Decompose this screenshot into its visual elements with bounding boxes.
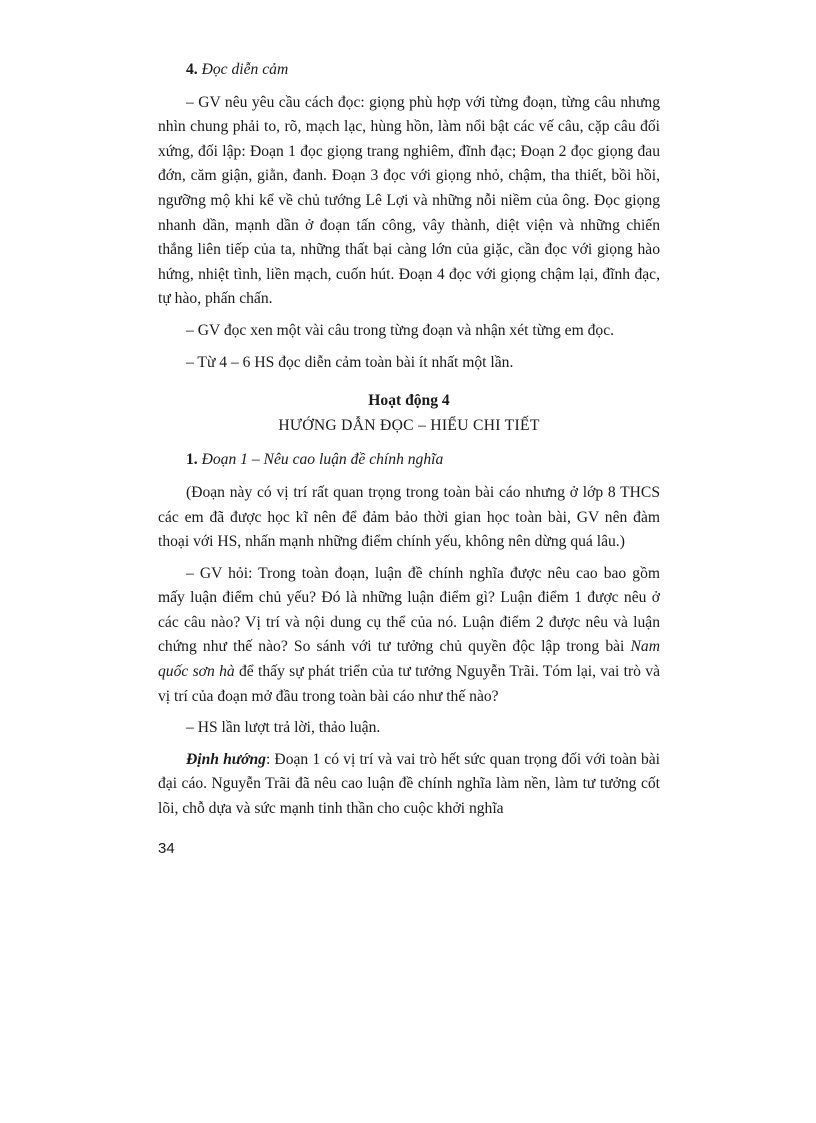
- paragraph-reading-requirements: – GV nêu yêu cầu cách đọc: giọng phù hợp với từng đoạn, từng câu nhưng nhìn chung phải to, rõ, mạch lạc, hùng hồn, làm nổi bật các vế câu, cặp câu đối xứng, đối lập: Đoạn 1 đọc giọng trang nghiêm, đĩnh đạc; Đoạn 2 đọc giọng đau đớn, căm giận, giằn, đanh. Đoạn 3 đọc với giọng nhỏ, chậm, tha thiết, bồi hồi, ngưỡng mộ khi kể về chủ tướng Lê Lợi và những nỗi niềm của ông. Đọc giọng nhanh dần, mạnh dần ở đoạn tấn công, vây thành, diệt viện và những chiến thắng liên tiếp của ta, những thất bại càng lớn của giặc, cần đọc với giọng hào hứng, nhiệt tình, liền mạch, cuốn hút. Đoạn 4 đọc với giọng chậm lại, đĩnh đạc, tự hào, phấn chấn.: [158, 93, 660, 308]
- paragraph-student-answer: – HS lần lượt trả lời, thảo luận.: [186, 719, 381, 737]
- question-text-end: để thấy sự phát triển của tư tưởng Nguyễn Trãi. Tóm lại, vai trò và vị trí của đoạn mở đầu trong toàn bài cáo như thế nào?: [158, 663, 660, 705]
- orientation-text: : Đoạn 1 có vị trí và vai trò hết sức quan trọng đối với toàn bài đại cáo. Nguyễn Trãi đã nêu cao luận đề chính nghĩa làm nền, làm tư tưởng cốt lõi, chỗ dựa và sức mạnh tinh thần cho cuộc khởi nghĩa: [158, 750, 660, 818]
- section-number: 4.: [186, 61, 198, 78]
- paragraph-student-reading: – Từ 4 – 6 HS đọc diễn cảm toàn bài ít nhất một lần.: [186, 353, 514, 371]
- paragraph-note: (Đoạn này có vị trí rất quan trọng trong toàn bài cáo nhưng ở lớp 8 THCS các em đã được học kĩ nên để đảm bảo thời gian học toàn bài, GV nên đàm thoại với HS, nhấn mạnh những điểm chính yếu, không nên dừng quá lâu.): [158, 483, 660, 551]
- section-title: Đoạn 1 – Nêu cao luận đề chính nghĩa: [201, 451, 444, 469]
- paragraph-teacher-reading: – GV đọc xen một vài câu trong từng đoạn và nhận xét từng em đọc.: [186, 321, 615, 339]
- activity-title: Hoạt động 4: [368, 392, 450, 410]
- poem-title: Nam quốc sơn hà: [158, 638, 660, 681]
- question-text-start: – GV hỏi: Trong toàn đoạn, luận đề chính nghĩa được nêu cao bao gồm mấy luận điểm chủ yếu? Đó là những luận điểm gì? Luận điểm 1 được nêu ở các câu nào? Vị trí và nội dung cụ thể của nó. Luận điểm 2 được nêu và luận chứng như thế nào? So sánh với tư tưởng chủ quyền độc lập trong bài: [158, 564, 660, 656]
- section-heading-4: [158, 58, 660, 83]
- orientation-label: Định hướng: [186, 750, 266, 768]
- paragraph-orientation: [158, 748, 660, 822]
- paragraph-teacher-question: [158, 562, 660, 710]
- section-number: 1.: [186, 451, 198, 469]
- page-body: [158, 58, 660, 829]
- page-number: 34: [158, 840, 175, 857]
- activity-subtitle: HƯỚNG DẪN ĐỌC – HIỂU CHI TIẾT: [278, 416, 540, 434]
- section-title: Đọc diễn cảm: [201, 61, 289, 78]
- section-heading-1: [158, 448, 660, 473]
